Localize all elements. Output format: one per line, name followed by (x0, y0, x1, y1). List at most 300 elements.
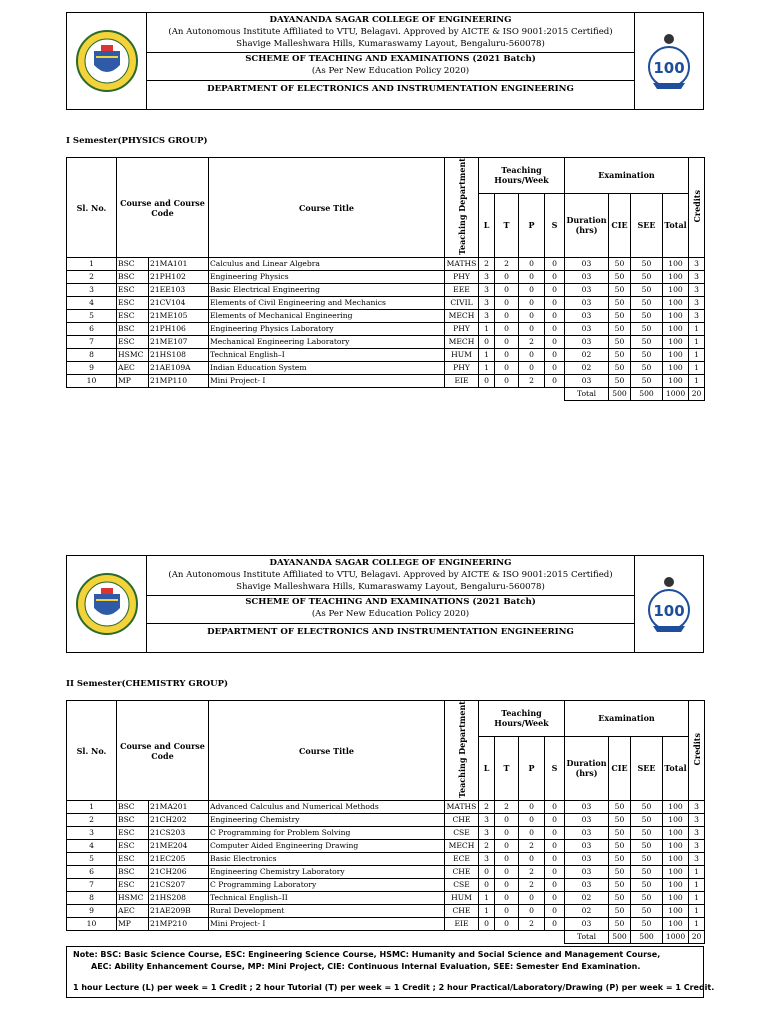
cell-cie: 50 (609, 918, 631, 931)
svg-text:100: 100 (653, 59, 685, 77)
cell-see: 50 (631, 284, 663, 297)
cell-l: 3 (479, 853, 495, 866)
cell-code: 21EC205 (149, 853, 209, 866)
col-credits: Credits (689, 701, 705, 801)
cell-credits: 1 (689, 323, 705, 336)
cell-course-title: Technical English–I (209, 349, 445, 362)
cell-category: AEC (117, 362, 149, 375)
cell-t: 0 (495, 310, 519, 323)
cell-category: BSC (117, 814, 149, 827)
col-exam: Examination (565, 158, 689, 194)
col-p: P (519, 736, 545, 800)
cell-total: 100 (663, 892, 689, 905)
cell-code: 21EE103 (149, 284, 209, 297)
cell-l: 3 (479, 827, 495, 840)
cell-t: 0 (495, 336, 519, 349)
cell-see: 50 (631, 271, 663, 284)
cell-cie: 50 (609, 827, 631, 840)
cell-duration: 03 (565, 840, 609, 853)
total-see: 500 (631, 931, 663, 944)
cell-t: 0 (495, 323, 519, 336)
address-line: Shavige Malleshwara Hills, Kumaraswamy Layout, Bengaluru-560078) (236, 39, 545, 49)
total-total: 1000 (663, 388, 689, 401)
cell-sl: 3 (67, 284, 117, 297)
cell-duration: 03 (565, 879, 609, 892)
table-row (67, 827, 705, 840)
cell-credits: 1 (689, 362, 705, 375)
cell-code: 21CV104 (149, 297, 209, 310)
cell-course-title: Indian Education System (209, 362, 445, 375)
cell-dept: MECH (445, 840, 479, 853)
cell-p: 2 (519, 336, 545, 349)
cell-category: ESC (117, 827, 149, 840)
cell-p: 0 (519, 349, 545, 362)
table-row (67, 918, 705, 931)
cell-cie: 50 (609, 258, 631, 271)
cell-s: 0 (545, 892, 565, 905)
college-emblem-icon (67, 556, 146, 652)
col-p: P (519, 193, 545, 257)
cell-total: 100 (663, 866, 689, 879)
cell-total: 100 (663, 323, 689, 336)
cell-see: 50 (631, 814, 663, 827)
cell-p: 0 (519, 297, 545, 310)
header-box (66, 12, 704, 110)
cell-category: MP (117, 918, 149, 931)
cell-p: 2 (519, 879, 545, 892)
cell-category: ESC (117, 284, 149, 297)
cell-sl: 6 (67, 866, 117, 879)
centenary-logo-cell (634, 13, 703, 109)
cell-category: BSC (117, 801, 149, 814)
cell-dept: CHE (445, 905, 479, 918)
cell-duration: 03 (565, 801, 609, 814)
cell-category: AEC (117, 905, 149, 918)
col-exam: Examination (565, 701, 689, 737)
col-s: S (545, 736, 565, 800)
cell-sl: 2 (67, 814, 117, 827)
note-box (66, 946, 715, 998)
cell-l: 1 (479, 362, 495, 375)
cell-dept: HUM (445, 892, 479, 905)
cell-dept: CSE (445, 879, 479, 892)
cell-l: 3 (479, 814, 495, 827)
table-row (67, 375, 705, 388)
policy-line: (As Per New Education Policy 2020) (311, 66, 470, 76)
cell-credits: 3 (689, 801, 705, 814)
cell-cie: 50 (609, 375, 631, 388)
cell-s: 0 (545, 323, 565, 336)
cell-see: 50 (631, 310, 663, 323)
cell-code: 21MP210 (149, 918, 209, 931)
cell-see: 50 (631, 258, 663, 271)
cell-dept: MECH (445, 310, 479, 323)
note-line-1: Note: BSC: Basic Science Course, ESC: Engineering Science Course, HSMC: Humanity and Social Science and Management Course, (73, 950, 661, 959)
table-row (67, 840, 705, 853)
cell-category: ESC (117, 310, 149, 323)
cell-code: 21MA201 (149, 801, 209, 814)
department-title: DEPARTMENT OF ELECTRONICS AND INSTRUMENTATION ENGINEERING (146, 623, 635, 638)
cell-duration: 03 (565, 297, 609, 310)
cell-l: 2 (479, 258, 495, 271)
cell-s: 0 (545, 297, 565, 310)
cell-t: 0 (495, 853, 519, 866)
cell-duration: 03 (565, 284, 609, 297)
col-sl: Sl. No. (67, 701, 117, 801)
cell-s: 0 (545, 866, 565, 879)
col-teaching-dept: Teaching Department (445, 158, 479, 258)
cell-t: 0 (495, 879, 519, 892)
cell-dept: MATHS (445, 801, 479, 814)
cell-see: 50 (631, 827, 663, 840)
cell-l: 0 (479, 866, 495, 879)
table-row (67, 310, 705, 323)
cell-credits: 3 (689, 814, 705, 827)
cell-course-title: Mini Project- I (209, 375, 445, 388)
cell-dept: HUM (445, 349, 479, 362)
cell-credits: 3 (689, 310, 705, 323)
college-emblem-cell (67, 13, 147, 109)
cell-category: ESC (117, 297, 149, 310)
scheme-title: SCHEME OF TEACHING AND EXAMINATIONS (2021 Batch) (146, 52, 635, 65)
cell-total: 100 (663, 827, 689, 840)
cell-duration: 02 (565, 892, 609, 905)
cell-cie: 50 (609, 801, 631, 814)
cell-category: ESC (117, 336, 149, 349)
cell-see: 50 (631, 336, 663, 349)
cell-credits: 1 (689, 879, 705, 892)
cell-code: 21AE209B (149, 905, 209, 918)
cell-duration: 03 (565, 336, 609, 349)
cell-category: BSC (117, 323, 149, 336)
cell-credits: 1 (689, 349, 705, 362)
cell-credits: 3 (689, 258, 705, 271)
cell-dept: CSE (445, 827, 479, 840)
cell-see: 50 (631, 362, 663, 375)
cell-credits: 1 (689, 905, 705, 918)
col-see: SEE (631, 736, 663, 800)
cell-category: BSC (117, 258, 149, 271)
cell-code: 21HS108 (149, 349, 209, 362)
cell-l: 1 (479, 892, 495, 905)
cell-p: 2 (519, 918, 545, 931)
cell-code: 21ME107 (149, 336, 209, 349)
col-title: Course Title (209, 158, 445, 258)
total-cie: 500 (609, 388, 631, 401)
table-row (67, 258, 705, 271)
cell-total: 100 (663, 801, 689, 814)
cell-l: 2 (479, 801, 495, 814)
cell-p: 0 (519, 905, 545, 918)
cell-category: MP (117, 375, 149, 388)
cell-duration: 02 (565, 905, 609, 918)
cell-t: 0 (495, 905, 519, 918)
col-credits: Credits (689, 158, 705, 258)
cell-p: 0 (519, 853, 545, 866)
cell-t: 0 (495, 866, 519, 879)
centenary-logo-icon (635, 556, 703, 652)
affiliation-line: (An Autonomous Institute Affiliated to VTU, Belagavi. Approved by AICTE & ISO 9001:2015 Certified) (168, 570, 613, 580)
cell-credits: 1 (689, 918, 705, 931)
cell-t: 0 (495, 375, 519, 388)
cell-p: 0 (519, 814, 545, 827)
cell-total: 100 (663, 310, 689, 323)
cell-p: 0 (519, 801, 545, 814)
table-row (67, 349, 705, 362)
cell-t: 0 (495, 297, 519, 310)
total-total: Total (565, 931, 609, 944)
cell-p: 0 (519, 258, 545, 271)
cell-p: 0 (519, 271, 545, 284)
cell-l: 1 (479, 323, 495, 336)
cell-p: 0 (519, 284, 545, 297)
cell-total: 100 (663, 297, 689, 310)
cell-s: 0 (545, 918, 565, 931)
header-text (146, 556, 635, 652)
cell-see: 50 (631, 866, 663, 879)
cell-duration: 03 (565, 918, 609, 931)
header-text (146, 13, 635, 109)
cell-code: 21MA101 (149, 258, 209, 271)
cell-l: 3 (479, 271, 495, 284)
col-total: Total (663, 193, 689, 257)
cell-credits: 3 (689, 271, 705, 284)
cell-see: 50 (631, 323, 663, 336)
scheme-table-1 (66, 157, 705, 401)
col-l: L (479, 736, 495, 800)
cell-sl: 9 (67, 905, 117, 918)
cell-duration: 03 (565, 310, 609, 323)
table-row (67, 297, 705, 310)
cell-see: 50 (631, 853, 663, 866)
cell-course-title: Computer Aided Engineering Drawing (209, 840, 445, 853)
cell-p: 2 (519, 866, 545, 879)
cell-sl: 5 (67, 853, 117, 866)
college-emblem-cell (67, 556, 147, 652)
cell-dept: CIVIL (445, 297, 479, 310)
cell-cie: 50 (609, 866, 631, 879)
cell-l: 0 (479, 336, 495, 349)
cell-p: 0 (519, 892, 545, 905)
cell-category: HSMC (117, 892, 149, 905)
cell-see: 50 (631, 892, 663, 905)
cell-t: 2 (495, 801, 519, 814)
total-row (67, 931, 705, 944)
cell-t: 0 (495, 827, 519, 840)
cell-total: 100 (663, 271, 689, 284)
cell-course-title: Technical English–II (209, 892, 445, 905)
cell-course-title: Basic Electrical Engineering (209, 284, 445, 297)
cell-total: 100 (663, 905, 689, 918)
table-row (67, 814, 705, 827)
col-cie: CIE (609, 193, 631, 257)
cell-sl: 8 (67, 892, 117, 905)
cell-duration: 02 (565, 362, 609, 375)
total-total: Total (565, 388, 609, 401)
cell-dept: MECH (445, 336, 479, 349)
cell-total: 100 (663, 375, 689, 388)
cell-course-title: Mini Project- I (209, 918, 445, 931)
col-cie: CIE (609, 736, 631, 800)
cell-p: 2 (519, 840, 545, 853)
col-sl: Sl. No. (67, 158, 117, 258)
cell-sl: 6 (67, 323, 117, 336)
col-hours: Teaching Hours/Week (479, 158, 565, 194)
centenary-logo-cell (634, 556, 703, 652)
cell-l: 0 (479, 879, 495, 892)
cell-cie: 50 (609, 814, 631, 827)
cell-see: 50 (631, 297, 663, 310)
cell-total: 100 (663, 349, 689, 362)
centenary-logo-icon (635, 13, 703, 109)
cell-duration: 03 (565, 814, 609, 827)
cell-t: 0 (495, 362, 519, 375)
cell-t: 0 (495, 918, 519, 931)
col-course: Course and Course Code (117, 158, 209, 258)
cell-sl: 4 (67, 840, 117, 853)
cell-total: 100 (663, 840, 689, 853)
cell-total: 100 (663, 284, 689, 297)
cell-course-title: Elements of Civil Engineering and Mechanics (209, 297, 445, 310)
total-see: 500 (631, 388, 663, 401)
cell-course-title: Engineering Chemistry Laboratory (209, 866, 445, 879)
cell-cie: 50 (609, 297, 631, 310)
policy-line: (As Per New Education Policy 2020) (311, 609, 470, 619)
col-total: Total (663, 736, 689, 800)
col-duration: Duration (hrs) (565, 193, 609, 257)
cell-sl: 3 (67, 827, 117, 840)
table-row (67, 853, 705, 866)
cell-course-title: C Programming Laboratory (209, 879, 445, 892)
cell-cie: 50 (609, 271, 631, 284)
cell-code: 21CH206 (149, 866, 209, 879)
cell-p: 2 (519, 375, 545, 388)
cell-l: 3 (479, 284, 495, 297)
cell-l: 1 (479, 905, 495, 918)
table-row (67, 866, 705, 879)
cell-p: 0 (519, 827, 545, 840)
affiliation-line: (An Autonomous Institute Affiliated to VTU, Belagavi. Approved by AICTE & ISO 9001:2015 Certified) (168, 27, 613, 37)
cell-s: 0 (545, 853, 565, 866)
cell-l: 1 (479, 349, 495, 362)
col-course: Course and Course Code (117, 701, 209, 801)
cell-cie: 50 (609, 336, 631, 349)
cell-s: 0 (545, 375, 565, 388)
cell-t: 0 (495, 892, 519, 905)
cell-dept: EEE (445, 284, 479, 297)
cell-code: 21PH106 (149, 323, 209, 336)
col-hours: Teaching Hours/Week (479, 701, 565, 737)
cell-cie: 50 (609, 905, 631, 918)
cell-code: 21CS203 (149, 827, 209, 840)
table-row (67, 362, 705, 375)
cell-duration: 03 (565, 258, 609, 271)
cell-credits: 3 (689, 297, 705, 310)
cell-p: 0 (519, 362, 545, 375)
cell-dept: PHY (445, 271, 479, 284)
cell-t: 0 (495, 349, 519, 362)
cell-duration: 03 (565, 375, 609, 388)
table-row (67, 905, 705, 918)
semester-heading-1: I Semester(PHYSICS GROUP) (66, 136, 208, 146)
cell-dept: MATHS (445, 258, 479, 271)
cell-course-title: Rural Development (209, 905, 445, 918)
cell-t: 0 (495, 271, 519, 284)
table-row (67, 323, 705, 336)
cell-course-title: Basic Electronics (209, 853, 445, 866)
total-total: 1000 (663, 931, 689, 944)
total-spacer (67, 931, 565, 944)
col-t: T (495, 736, 519, 800)
cell-total: 100 (663, 336, 689, 349)
col-l: L (479, 193, 495, 257)
cell-cie: 50 (609, 840, 631, 853)
cell-sl: 5 (67, 310, 117, 323)
cell-duration: 03 (565, 866, 609, 879)
cell-l: 2 (479, 840, 495, 853)
department-title: DEPARTMENT OF ELECTRONICS AND INSTRUMENTATION ENGINEERING (146, 80, 635, 95)
cell-dept: CHE (445, 866, 479, 879)
cell-sl: 7 (67, 336, 117, 349)
cell-sl: 1 (67, 801, 117, 814)
cell-s: 0 (545, 284, 565, 297)
cell-category: BSC (117, 271, 149, 284)
cell-p: 0 (519, 323, 545, 336)
college-name: DAYANANDA SAGAR COLLEGE OF ENGINEERING (269, 15, 512, 25)
cell-cie: 50 (609, 853, 631, 866)
cell-duration: 03 (565, 853, 609, 866)
cell-dept: PHY (445, 323, 479, 336)
cell-course-title: Engineering Chemistry (209, 814, 445, 827)
cell-sl: 7 (67, 879, 117, 892)
cell-t: 0 (495, 284, 519, 297)
col-duration: Duration (hrs) (565, 736, 609, 800)
cell-s: 0 (545, 349, 565, 362)
cell-code: 21ME105 (149, 310, 209, 323)
cell-category: ESC (117, 840, 149, 853)
cell-sl: 1 (67, 258, 117, 271)
table-row (67, 271, 705, 284)
semester-heading-2: II Semester(CHEMISTRY GROUP) (66, 679, 228, 689)
header-box (66, 555, 704, 653)
cell-credits: 3 (689, 853, 705, 866)
cell-sl: 10 (67, 918, 117, 931)
table-row (67, 284, 705, 297)
cell-code: 21ME204 (149, 840, 209, 853)
cell-sl: 10 (67, 375, 117, 388)
cell-s: 0 (545, 801, 565, 814)
cell-s: 0 (545, 336, 565, 349)
cell-code: 21HS208 (149, 892, 209, 905)
cell-l: 0 (479, 918, 495, 931)
cell-dept: EIE (445, 375, 479, 388)
cell-category: ESC (117, 853, 149, 866)
cell-t: 0 (495, 814, 519, 827)
cell-see: 50 (631, 918, 663, 931)
cell-dept: CHE (445, 814, 479, 827)
cell-sl: 9 (67, 362, 117, 375)
col-t: T (495, 193, 519, 257)
cell-s: 0 (545, 258, 565, 271)
cell-category: ESC (117, 879, 149, 892)
cell-course-title: Engineering Physics Laboratory (209, 323, 445, 336)
cell-cie: 50 (609, 310, 631, 323)
cell-credits: 3 (689, 840, 705, 853)
cell-see: 50 (631, 349, 663, 362)
cell-code: 21AE109A (149, 362, 209, 375)
cell-code: 21MP110 (149, 375, 209, 388)
total-credits: 20 (689, 388, 705, 401)
